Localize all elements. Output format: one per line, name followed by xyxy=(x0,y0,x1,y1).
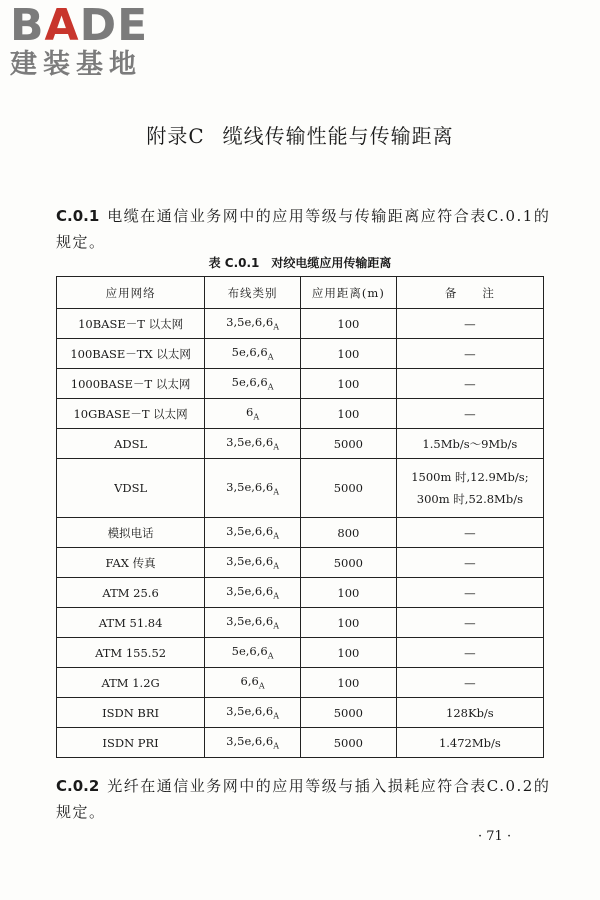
clause-number: C.0.2 xyxy=(56,777,100,795)
cell-distance: 100 xyxy=(300,369,396,399)
cell-category: $6,6_A$ xyxy=(205,668,301,698)
table-row xyxy=(57,668,544,698)
cell-category: $3,5e,6,6_A$ xyxy=(205,578,301,608)
header-network: 应用网络 xyxy=(57,277,205,309)
table-row xyxy=(57,339,544,369)
table-row xyxy=(57,608,544,638)
cell-distance: 5000 xyxy=(300,728,396,758)
table-row xyxy=(57,369,544,399)
cell-network: ATM 155.52 xyxy=(57,638,205,668)
cell-distance: 100 xyxy=(300,638,396,668)
cell-category: $6_A$ xyxy=(205,399,301,429)
cell-distance: 5000 xyxy=(300,459,396,518)
cell-network: 模拟电话 xyxy=(57,518,205,548)
cell-note: — xyxy=(396,369,543,399)
header-distance: 应用距离(m) xyxy=(300,277,396,309)
cell-category: $5e,6,6_A$ xyxy=(205,638,301,668)
table-row xyxy=(57,728,544,758)
clause-text: 电缆在通信业务网中的应用等级与传输距离应符合表C.0.1的规定。 xyxy=(56,207,551,251)
appendix-heading: 缆线传输性能与传输距离 xyxy=(222,124,454,148)
page-number: · 71 · xyxy=(478,829,512,844)
cell-network: ISDN BRI xyxy=(57,698,205,728)
cell-note: — xyxy=(396,518,543,548)
clause-number: C.0.1 xyxy=(56,207,100,225)
cell-category: $5e,6,6_A$ xyxy=(205,339,301,369)
cell-note: 1.472Mb/s xyxy=(396,728,543,758)
cell-note: — xyxy=(396,668,543,698)
appendix-title xyxy=(0,120,600,149)
table-caption xyxy=(0,254,600,271)
cell-note: — xyxy=(396,548,543,578)
cell-category: $3,5e,6,6_A$ xyxy=(205,518,301,548)
cell-category: $3,5e,6,6_A$ xyxy=(205,728,301,758)
clause-text: 光纤在通信业务网中的应用等级与插入损耗应符合表C.0.2的规定。 xyxy=(56,777,551,821)
table-row xyxy=(57,698,544,728)
cell-distance: 100 xyxy=(300,668,396,698)
cell-network: 10BASE－T 以太网 xyxy=(57,309,205,339)
cell-note: 128Kb/s xyxy=(396,698,543,728)
table-row xyxy=(57,578,544,608)
appendix-label: 附录C xyxy=(146,124,205,148)
cell-network: 10GBASE－T 以太网 xyxy=(57,399,205,429)
cell-network: FAX 传真 xyxy=(57,548,205,578)
cell-category: $3,5e,6,6_A$ xyxy=(205,608,301,638)
cell-note: — xyxy=(396,399,543,429)
clause-c01 xyxy=(56,203,556,255)
clause-c02 xyxy=(56,773,556,825)
cell-note: — xyxy=(396,339,543,369)
cell-distance: 800 xyxy=(300,518,396,548)
cell-note: 1500m 时,12.9Mb/s; 300m 时,52.8Mb/s xyxy=(396,459,543,518)
table-row xyxy=(57,638,544,668)
cell-network: 1000BASE－T 以太网 xyxy=(57,369,205,399)
cell-network: ADSL xyxy=(57,429,205,459)
cell-network: ATM 51.84 xyxy=(57,608,205,638)
cell-network: ATM 25.6 xyxy=(57,578,205,608)
distance-table xyxy=(56,276,544,758)
table-header-row xyxy=(57,277,544,309)
header-note: 备 注 xyxy=(396,277,543,309)
bade-logo xyxy=(10,0,180,82)
cell-category: $3,5e,6,6_A$ xyxy=(205,309,301,339)
logo-subtitle: 建装基地 xyxy=(10,49,142,80)
cell-network: 100BASE－TX 以太网 xyxy=(57,339,205,369)
cell-distance: 5000 xyxy=(300,698,396,728)
table-row xyxy=(57,548,544,578)
table-row xyxy=(57,309,544,339)
cell-category: $3,5e,6,6_A$ xyxy=(205,429,301,459)
table-row xyxy=(57,518,544,548)
table-caption-text: 对绞电缆应用传输距离 xyxy=(271,256,392,270)
cell-distance: 100 xyxy=(300,399,396,429)
cell-category: $3,5e,6,6_A$ xyxy=(205,459,301,518)
cell-distance: 100 xyxy=(300,309,396,339)
cell-note: — xyxy=(396,309,543,339)
cell-note: — xyxy=(396,608,543,638)
table-body xyxy=(57,309,544,758)
cell-distance: 100 xyxy=(300,578,396,608)
cell-distance: 100 xyxy=(300,339,396,369)
cell-note: — xyxy=(396,578,543,608)
cell-note: — xyxy=(396,638,543,668)
table-caption-number: 表 C.0.1 xyxy=(208,256,260,270)
cell-note: 1.5Mb/s～9Mb/s xyxy=(396,429,543,459)
table-row xyxy=(57,429,544,459)
cell-distance: 100 xyxy=(300,608,396,638)
table-row xyxy=(57,459,544,518)
cell-category: $3,5e,6,6_A$ xyxy=(205,698,301,728)
header-category: 布线类别 xyxy=(205,277,301,309)
cell-network: VDSL xyxy=(57,459,205,518)
cell-category: $5e,6,6_A$ xyxy=(205,369,301,399)
table-row xyxy=(57,399,544,429)
cell-network: ATM 1.2G xyxy=(57,668,205,698)
cell-category: $3,5e,6,6_A$ xyxy=(205,548,301,578)
cell-distance: 5000 xyxy=(300,548,396,578)
cell-distance: 5000 xyxy=(300,429,396,459)
logo-wordmark: BADE xyxy=(10,0,149,51)
cell-network: ISDN PRI xyxy=(57,728,205,758)
